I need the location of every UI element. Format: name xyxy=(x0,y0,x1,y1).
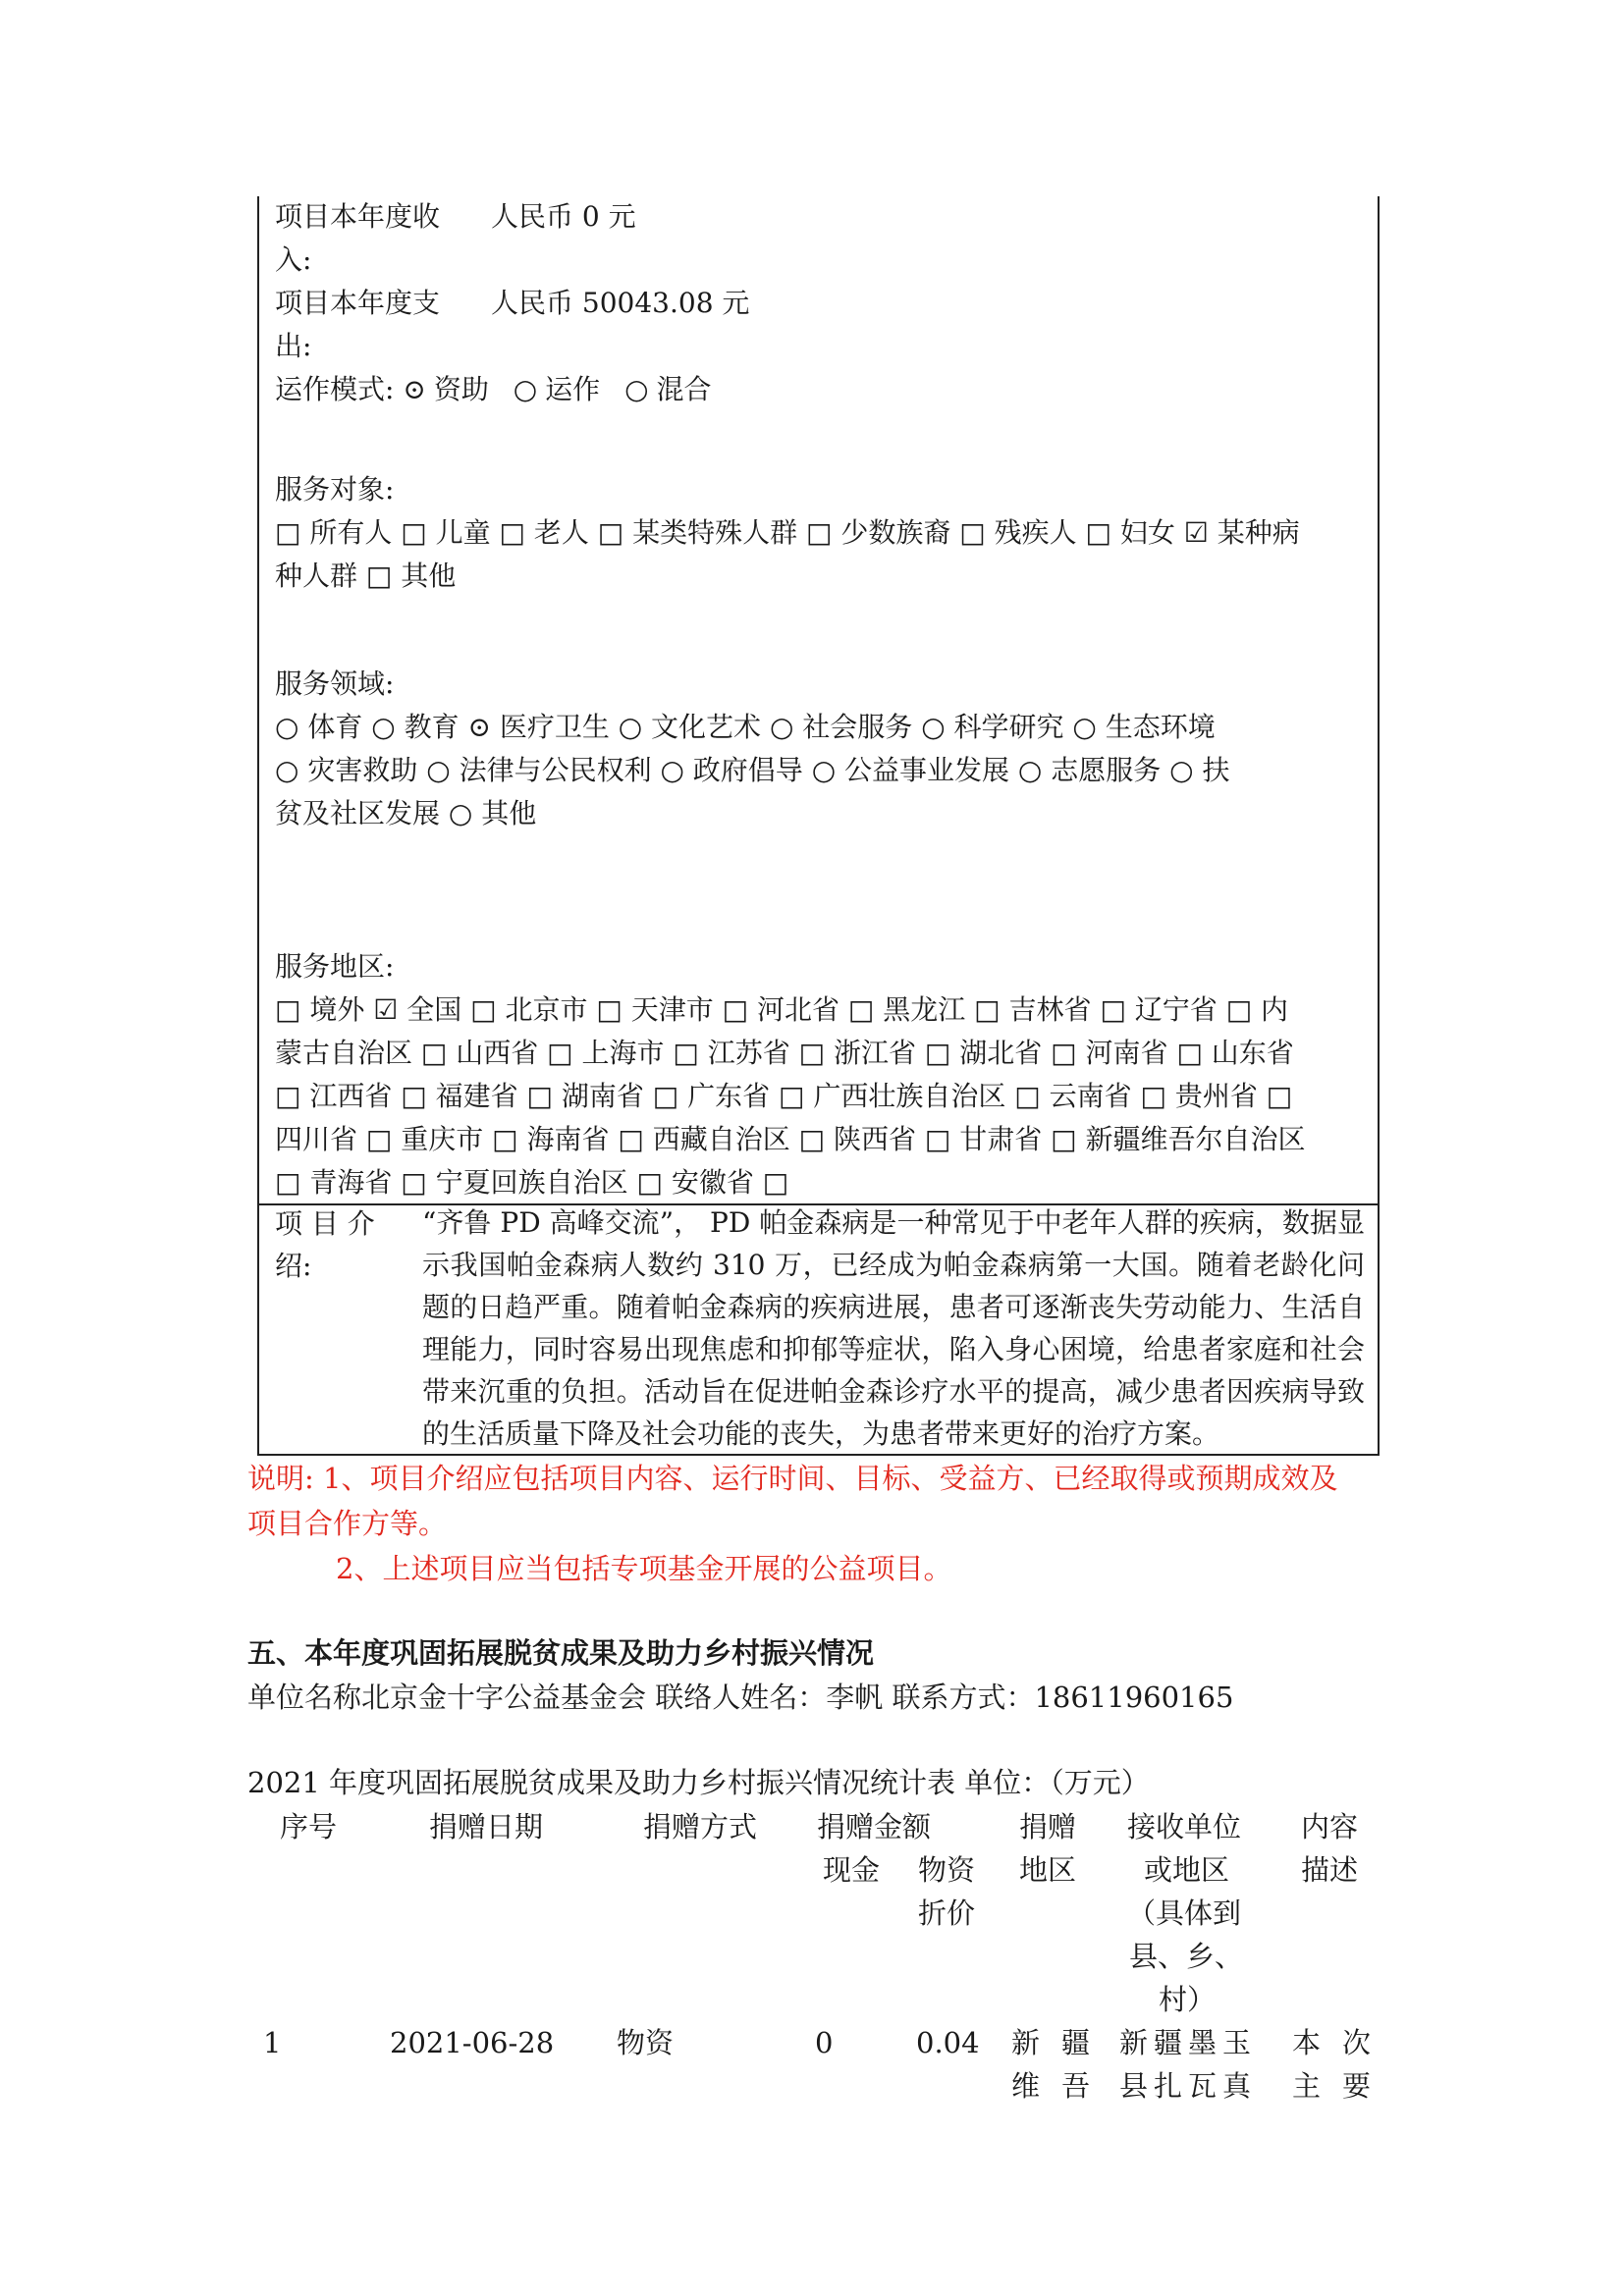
header-receiver: 接收单位 xyxy=(1127,1810,1242,1843)
radio-empty-icon: ○ xyxy=(624,373,649,405)
header-method: 捐赠方式 xyxy=(643,1810,758,1843)
income-value: 人民币 0 元 xyxy=(491,200,636,233)
income-label: 项目本年度收 xyxy=(275,200,441,233)
row-1-goods: 0.04 xyxy=(916,2026,980,2059)
service-area-line-5: □ 青海省 □ 宁夏回族自治区 □ 安徽省 □ xyxy=(275,1166,789,1199)
service-target-line-1: □ 所有人 □ 儿童 □ 老人 □ 某类特殊人群 □ 少数族裔 □ 残疾人 □ 妇女 ☑ 某种病 xyxy=(275,516,1300,549)
row-1-region: 新疆 xyxy=(1011,2026,1112,2059)
header-receiver-4: 县、乡、 xyxy=(1129,1940,1244,1973)
header-receiver-2: 或地区 xyxy=(1144,1853,1230,1887)
org-contact-line: 单位名称北京金十字公益基金会 联络人姓名：李帆 联系方式：18611960165 xyxy=(247,1681,1234,1714)
mode-option-mixed[interactable]: ○ 混合 xyxy=(624,369,711,410)
mode-option-operate[interactable]: ○ 运作 xyxy=(514,369,600,410)
expense-label: 项目本年度支 xyxy=(275,287,441,319)
header-region-cont: 地区 xyxy=(1019,1853,1077,1887)
header-seq: 序号 xyxy=(280,1810,338,1843)
header-goods: 物资 xyxy=(918,1853,976,1887)
mode-option-grant[interactable]: ⊙ 资助 xyxy=(403,369,488,410)
header-date: 捐赠日期 xyxy=(429,1810,544,1843)
header-amount: 捐赠金额 xyxy=(817,1810,932,1843)
table-right-border xyxy=(1378,196,1380,1455)
service-area-label: 服务地区: xyxy=(275,950,395,983)
header-region: 捐赠 xyxy=(1019,1810,1077,1843)
header-cash: 现金 xyxy=(823,1853,881,1887)
row-1-cash: 0 xyxy=(815,2026,834,2059)
section-title: 五、本年度巩固拓展脱贫成果及助力乡村振兴情况 xyxy=(247,1636,875,1670)
note-line-1: 说明: 1、项目介绍应包括项目内容、运行时间、目标、受益方、已经取得或预期成效及 xyxy=(247,1462,1338,1495)
header-receiver-5: 村） xyxy=(1159,1983,1217,2016)
service-field-line-2: ○ 灾害救助 ○ 法律与公民权利 ○ 政府倡导 ○ 公益事业发展 ○ 志愿服务 ○ 扶 xyxy=(275,754,1230,786)
intro-label-cont: 绍: xyxy=(275,1250,312,1282)
service-target-line-2: 种人群 □ 其他 xyxy=(275,560,457,592)
intro-label: 项 目 介 xyxy=(275,1207,375,1240)
expense-value: 人民币 50043.08 元 xyxy=(491,287,750,319)
row-1-receiver-cont: 县扎瓦真 xyxy=(1119,2069,1258,2103)
service-area-line-2: 蒙古自治区 □ 山西省 □ 上海市 □ 江苏省 □ 浙江省 □ 湖北省 □ 河南省 □ 山东省 xyxy=(275,1037,1294,1069)
service-area-line-3: □ 江西省 □ 福建省 □ 湖南省 □ 广东省 □ 广西壮族自治区 □ 云南省 □ 贵州省 □ xyxy=(275,1080,1293,1112)
row-1-seq: 1 xyxy=(263,2026,282,2059)
service-field-line-1: ○ 体育 ○ 教育 ⊙ 医疗卫生 ○ 文化艺术 ○ 社会服务 ○ 科学研究 ○ 生态环境 xyxy=(275,711,1216,743)
mode-row xyxy=(275,369,728,410)
row-1-region-cont: 维吾 xyxy=(1011,2069,1112,2103)
row-1-method: 物资 xyxy=(617,2026,675,2059)
service-area-line-4: 四川省 □ 重庆市 □ 海南省 □ 西藏自治区 □ 陕西省 □ 甘肃省 □ 新疆维吾尔自治区 xyxy=(275,1123,1306,1155)
service-area-line-1: □ 境外 ☑ 全国 □ 北京市 □ 天津市 □ 河北省 □ 黑龙江 □ 吉林省 □ 辽宁省 □ 内 xyxy=(275,993,1289,1026)
service-field-line-3: 贫及社区发展 ○ 其他 xyxy=(275,797,537,829)
row-1-receiver: 新疆墨玉 xyxy=(1119,2026,1258,2059)
header-desc: 内容 xyxy=(1301,1810,1359,1843)
service-field-label: 服务领域: xyxy=(275,667,395,700)
intro-text: “齐鲁 PD 高峰交流”， PD 帕金森病是一种常见于中老年人群的疾病，数据显示我国帕金森病人数约 310 万，已经成为帕金森病第一大国。随着老龄化问题的日趋严重。随着帕金森病的疾病进展，患者可逐渐丧失劳动能力、生活自理能力，同时容易出现焦虑和抑郁等症状，陷入身心困境，给患者家庭和社会带来沉重的负担。活动旨在促进帕金森诊疗水平的提高，减少患者因疾病导致的生活质量下降及社会功能的丧失，为患者带来更好的治疗方案。 xyxy=(422,1206,1365,1450)
expense-label-cont: 出: xyxy=(275,330,312,362)
header-goods-cont: 折价 xyxy=(918,1896,976,1930)
radio-selected-icon: ⊙ xyxy=(403,373,426,405)
row-1-desc-cont: 主要 xyxy=(1292,2069,1393,2103)
row-1-desc: 本次 xyxy=(1292,2026,1393,2059)
header-desc-cont: 描述 xyxy=(1301,1853,1359,1887)
intro-left-border xyxy=(257,1203,259,1455)
stats-table-title: 2021 年度巩固拓展脱贫成果及助力乡村振兴情况统计表 单位：（万元） xyxy=(247,1766,1150,1799)
service-target-label: 服务对象: xyxy=(275,473,395,506)
note-line-2: 项目合作方等。 xyxy=(247,1507,448,1540)
income-label-cont: 入: xyxy=(275,243,312,276)
row-1-date: 2021-06-28 xyxy=(390,2026,555,2059)
note-line-3: 2、上述项目应当包括专项基金开展的公益项目。 xyxy=(336,1552,952,1585)
header-receiver-3: （具体到 xyxy=(1127,1896,1242,1930)
radio-empty-icon: ○ xyxy=(513,373,538,405)
mode-label: 运作模式: xyxy=(275,373,395,405)
table-left-border xyxy=(257,196,259,1204)
